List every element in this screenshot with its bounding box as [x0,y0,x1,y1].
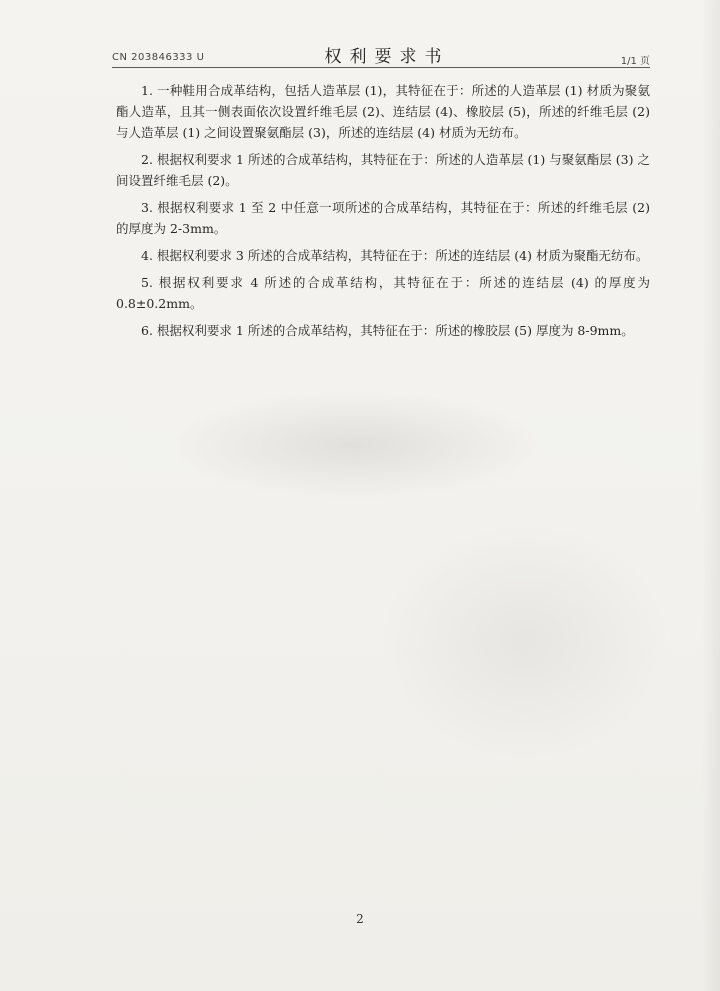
page-number: 2 [356,912,364,926]
header-divider [112,67,650,68]
claims-list [116,80,650,347]
scan-edge-shadow [702,0,720,991]
claim-2: 2. 根据权利要求 1 所述的合成革结构，其特征在于：所述的人造革层 (1) 与聚氨酯层 (3) 之间设置纤维毛层 (2)。 [116,152,650,188]
scan-show-through-lower [380,520,670,760]
page-count: 1/1 页 [620,56,650,67]
page-title: 权利要求书 [324,47,450,67]
claim-4: 4. 根据权利要求 3 所述的合成革结构，其特征在于：所述的连结层 (4) 材质为聚酯无纺布。 [141,248,649,263]
claim-3: 3. 根据权利要求 1 至 2 中任意一项所述的合成革结构，其特征在于：所述的纤维毛层 (2) 的厚度为 2-3mm。 [116,200,650,236]
page-header [112,42,650,66]
claim-1: 1. 一种鞋用合成革结构，包括人造革层 (1)，其特征在于：所述的人造革层 (1) 材质为聚氨酯人造革，且其一侧表面依次设置纤维毛层 (2)、连结层 (4)、橡胶层 (5)，所述的纤维毛层 (2) 与人造革层 (1) 之间设置聚氨酯层 (3)，所述的连结层 (4) 材质为无纺布。 [116,83,650,140]
scan-show-through [170,390,540,500]
claim-5: 5. 根据权利要求 4 所述的合成革结构，其特征在于：所述的连结层 (4) 的厚度为 0.8±0.2mm。 [116,275,650,311]
patent-number: CN 203846333 U [112,52,205,63]
claim-6: 6. 根据权利要求 1 所述的合成革结构，其特征在于：所述的橡胶层 (5) 厚度为 8-9mm。 [141,323,634,338]
